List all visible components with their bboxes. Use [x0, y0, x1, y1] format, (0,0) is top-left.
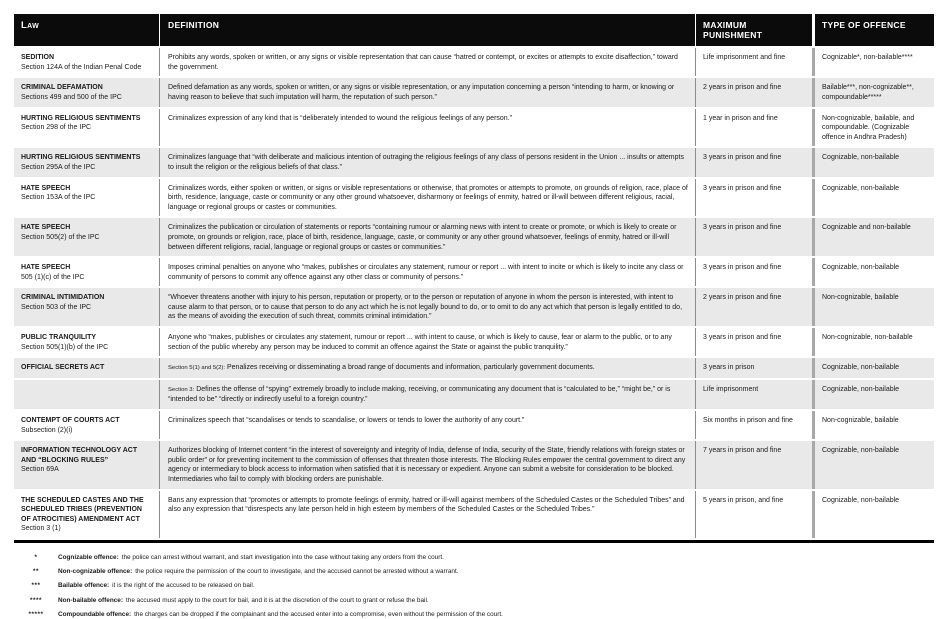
law-name: PUBLIC TRANQUILITY — [21, 334, 97, 342]
offence-type-cell: Cognizable, non-bailable — [812, 258, 934, 286]
punishment-cell: 2 years in prison and fine — [695, 78, 812, 106]
definition-section-prefix: Section 5(1) and 5(2): — [168, 365, 225, 372]
definition-text: Anyone who “makes, publishes or circulates any statement, rumour or report ... with intent to cause, or which is likely to cause, fear or alarm to the public, or to any section of the public whereby any person may be induced to commit an offence against the State or against the public tranquility.” — [168, 334, 672, 351]
definition-cell — [159, 380, 695, 409]
punishment-cell: 1 year in prison and fine — [695, 109, 812, 147]
law-cell — [14, 380, 159, 409]
offence-type-cell: Cognizable, non-bailable — [812, 491, 934, 538]
table-row — [14, 148, 934, 178]
footnote-row — [14, 568, 934, 576]
punishment-cell: 3 years in prison and fine — [695, 148, 812, 176]
definition-cell — [159, 288, 695, 326]
law-cell — [14, 258, 159, 286]
offence-type-cell: Bailable***, non-cognizable**, compoundable***** — [812, 78, 934, 106]
offence-type-cell: Non-cognizable, bailable, and compoundable. (Cognizable offence in Andhra Pradesh) — [812, 109, 934, 147]
definition-text: Criminalizes the publication or circulation of statements or reports “containing rumour or alarming news with intent to create or promote, or which is likely to create or promote, on grounds or religion, race, place of birth, residence, language, caste, or community or any other ground whatsoever, feelings of enmity, hatred or ill-will between different religions, racial, language or regional groups or castes or communities.” — [168, 224, 677, 251]
definition-cell — [159, 491, 695, 538]
law-cell — [14, 48, 159, 76]
table-row — [14, 109, 934, 149]
definition-text: Penalizes receiving or disseminating a broad range of documents and information, particularly government documents. — [226, 364, 595, 372]
definition-cell — [159, 78, 695, 106]
law-cell — [14, 328, 159, 356]
law-section: Section 505(2) of the IPC — [21, 233, 100, 241]
definition-cell — [159, 358, 695, 378]
offence-type-cell: Cognizable, non-bailable — [812, 380, 934, 409]
table-row — [14, 78, 934, 108]
footnote-text: the accused must apply to the court for bail, and it is at the discretion of the court to grant or refuse the bail. — [125, 596, 429, 604]
punishment-cell: 3 years in prison and fine — [695, 258, 812, 286]
table-row — [14, 179, 934, 219]
law-name: HURTING RELIGIOUS SENTIMENTS — [21, 154, 141, 162]
definition-cell — [159, 148, 695, 176]
law-name: HURTING RELIGIOUS SENTIMENTS — [21, 114, 141, 122]
definition-text: Imposes criminal penalties on anyone who “makes, publishes or circulates any statement, rumour or report ... with intent to incite or which is likely to incite any class or community of persons to commit any offence against any other class or community of persons.” — [168, 264, 684, 281]
definition-text: Prohibits any words, spoken or written, or any signs or visible representation that can cause “hatred or contempt, or excites or attempts to excite disaffection,” toward the government. — [168, 54, 678, 71]
punishment-cell: Life imprisonment and fine — [695, 48, 812, 76]
table-row — [14, 441, 934, 490]
footnote-marker: * — [34, 553, 38, 561]
punishment-cell: Six months in prison and fine — [695, 411, 812, 439]
law-name: SEDITION — [21, 54, 55, 62]
definition-cell — [159, 258, 695, 286]
law-cell — [14, 109, 159, 147]
footnote-term: Compoundable offence: — [58, 610, 132, 618]
offence-type-cell: Cognizable, non-bailable — [812, 179, 934, 217]
header-cell-offence: TYPE OF OFFENCE — [812, 14, 934, 46]
law-cell — [14, 288, 159, 326]
definition-cell — [159, 328, 695, 356]
table-row — [14, 258, 934, 288]
table-row — [14, 380, 934, 411]
law-name: THE SCHEDULED CASTES AND THE SCHEDULED TRIBES (PREVENTION OF ATROCITIES) AMENDMENT ACT — [21, 496, 144, 523]
law-section: Subsection (2)(i) — [21, 426, 73, 434]
law-section: Section 69A — [21, 466, 59, 474]
definition-text: Defines the offense of “spying” extremely broadly to include making, receiving, or communicating any document that is “calculated to be,” “might be,” or is “intended to be” “directly or indirectly useful to a foreign country.” — [168, 385, 671, 404]
definition-text: Bans any expression that “promotes or attempts to promote feelings of enmity, hatred or ill-will against members of the Scheduled Castes or the Scheduled Tribes” and also any expression that “disrespects any late person held in high esteem by members of the Scheduled Castes or the Scheduled Tribes.” — [168, 496, 685, 514]
offence-type-cell: Cognizable, non-bailable — [812, 358, 934, 378]
table-row — [14, 48, 934, 78]
law-cell — [14, 491, 159, 538]
table-bottom-border — [14, 540, 934, 543]
header-cell-law: Law — [14, 14, 159, 46]
footnote-row — [14, 611, 934, 619]
law-cell — [14, 411, 159, 439]
law-section: Section 124A of the Indian Penal Code — [21, 63, 142, 71]
definition-cell — [159, 179, 695, 217]
offence-type-cell: Cognizable*, non-bailable**** — [812, 48, 934, 76]
offence-type-cell: Cognizable, non-bailable — [812, 441, 934, 488]
footnote-text: the police can arrest without warrant, and start investigation into the case without taking any orders from the court. — [121, 553, 444, 561]
footnote-term: Cognizable offence: — [58, 553, 119, 561]
definition-text: Authorizes blocking of Internet content “in the interest of sovereignty and integrity of India, defense of India, security of the State, friendly relations with foreign states or public order” or for preventing incitement to the commission of offenses that threaten those interests. The Blocking Rules empower the central government to direct any agency or intermediary to block access to information when satisfied that it is necessary or expedient. Anyone can submit a website for consideration to be blocked. Intermediaries who fail to comply with blocking orders are punishable. — [168, 447, 686, 483]
law-name: OFFICIAL SECRETS ACT — [21, 364, 105, 372]
law-name: CRIMINAL DEFAMATION — [21, 84, 103, 92]
law-name: HATE SPEECH — [21, 224, 71, 232]
definition-text: Criminalizes expression of any kind that is “deliberately intended to wound the religious feelings of any person.” — [168, 114, 512, 122]
law-cell — [14, 78, 159, 106]
definition-cell — [159, 48, 695, 76]
punishment-cell: 7 years in prison and fine — [695, 441, 812, 488]
law-section: Section 505(1)(b) of the IPC — [21, 343, 109, 351]
laws-table — [14, 14, 934, 540]
offence-type-cell: Non-cognizable, bailable — [812, 411, 934, 439]
law-cell — [14, 218, 159, 256]
footnote-marker: ** — [33, 568, 39, 576]
law-cell — [14, 179, 159, 217]
footnote-marker: ***** — [28, 610, 44, 618]
law-section: Section 298 of the IPC — [21, 124, 92, 132]
punishment-cell: 5 years in prison, and fine — [695, 491, 812, 538]
table-row — [14, 358, 934, 380]
offence-type-cell: Cognizable and non-bailable — [812, 218, 934, 256]
table-row — [14, 411, 934, 441]
law-section: Section 153A of the IPC — [21, 194, 96, 202]
punishment-cell: 3 years in prison and fine — [695, 179, 812, 217]
footnote-row — [14, 597, 934, 605]
table-row — [14, 491, 934, 540]
law-name: CONTEMPT OF COURTS ACT — [21, 417, 120, 425]
law-name: HATE SPEECH — [21, 184, 71, 192]
table-header-row — [14, 14, 934, 48]
punishment-cell: 2 years in prison and fine — [695, 288, 812, 326]
offence-type-cell: Non-cognizable, bailable — [812, 288, 934, 326]
definition-cell — [159, 411, 695, 439]
law-name: HATE SPEECH — [21, 264, 71, 272]
punishment-cell: 3 years in prison — [695, 358, 812, 378]
law-section: Sections 499 and 500 of the IPC — [21, 93, 122, 101]
header-cell-punishment: MAXIMUM PUNISHMENT — [695, 14, 812, 46]
law-cell — [14, 148, 159, 176]
law-section: Section 295A of the IPC — [21, 163, 96, 171]
punishment-cell: 3 years in prison and fine — [695, 218, 812, 256]
definition-cell — [159, 441, 695, 488]
footnote-marker: **** — [30, 596, 42, 604]
offence-type-cell: Cognizable, non-bailable — [812, 148, 934, 176]
punishment-cell: 3 years in prison and fine — [695, 328, 812, 356]
offence-type-cell: Non-cognizable, non-bailable — [812, 328, 934, 356]
definition-text: Defined defamation as any words, spoken or written, or any signs or visible representation, or any imputation concerning a person “intending to harm, or knowing or having reason to believe that such imputation will harm, the reputation of such person.” — [168, 84, 675, 101]
law-section: Section 3 (1) — [21, 525, 61, 533]
punishment-cell: Life imprisonment — [695, 380, 812, 409]
header-cell-definition: DEFINITION — [159, 14, 695, 46]
law-section: Section 503 of the IPC — [21, 303, 92, 311]
definition-cell — [159, 218, 695, 256]
definition-cell — [159, 109, 695, 147]
definition-text: Criminalizes words, either spoken or written, or signs or visible representations or otherwise, that promotes or attempts to promote, on grounds of religion, race, place of birth, residence, language, caste or community or any other ground whatsoever, disharmony or feelings of enmity, hatred or ill-will between different religious, racial, language or regional groups or castes or communities. — [168, 184, 688, 211]
footnote-text: the charges can be dropped if the complainant and the accused enter into a compromise, even without the permission of the court. — [134, 610, 503, 618]
definition-text: Criminalizes speech that “scandalises or tends to scandalise, or lowers or tends to lower the authority of any court.” — [168, 417, 525, 425]
law-cell — [14, 441, 159, 488]
law-name: INFORMATION TECHNOLOGY ACT AND “BLOCKING RULES” — [21, 447, 138, 464]
table-row — [14, 288, 934, 328]
law-cell — [14, 358, 159, 378]
law-section: 505 (1)(c) of the IPC — [21, 273, 85, 281]
footnote-text: the police require the permission of the court to investigate, and the accused cannot be arrested without a warrant. — [135, 568, 459, 576]
footnote-row — [14, 582, 934, 590]
footnote-marker: *** — [31, 582, 41, 590]
definition-section-prefix: Section 3: — [168, 386, 195, 393]
footnote-term: Non-bailable offence: — [58, 596, 123, 604]
footnote-term: Bailable offence: — [58, 582, 110, 590]
footnotes — [14, 554, 934, 619]
footnote-term: Non-cognizable offence: — [58, 568, 133, 576]
definition-text: Criminalizes language that “with deliberate and malicious intention of outraging the religious feelings of any class of persons resident in the Union ... insults or attempts to insult the religion or the religious beliefs of that class.” — [168, 154, 684, 171]
table-row — [14, 328, 934, 358]
definition-text: “Whoever threatens another with injury to his person, reputation or property, or to the person or reputation of anyone in whom the person is interested, with intent to cause alarm to that person, or to cause that person to do any act which he is not legally bound to do, or to omit to do any act which that person is legally entitled to do, as the means of avoiding the execution of such threat, commits criminal intimidation.” — [168, 294, 683, 321]
law-name: CRIMINAL INTIMIDATION — [21, 294, 105, 302]
footnote-row — [14, 554, 934, 562]
table-row — [14, 218, 934, 258]
footnote-text: it is the right of the accused to be released on bail. — [112, 582, 255, 590]
